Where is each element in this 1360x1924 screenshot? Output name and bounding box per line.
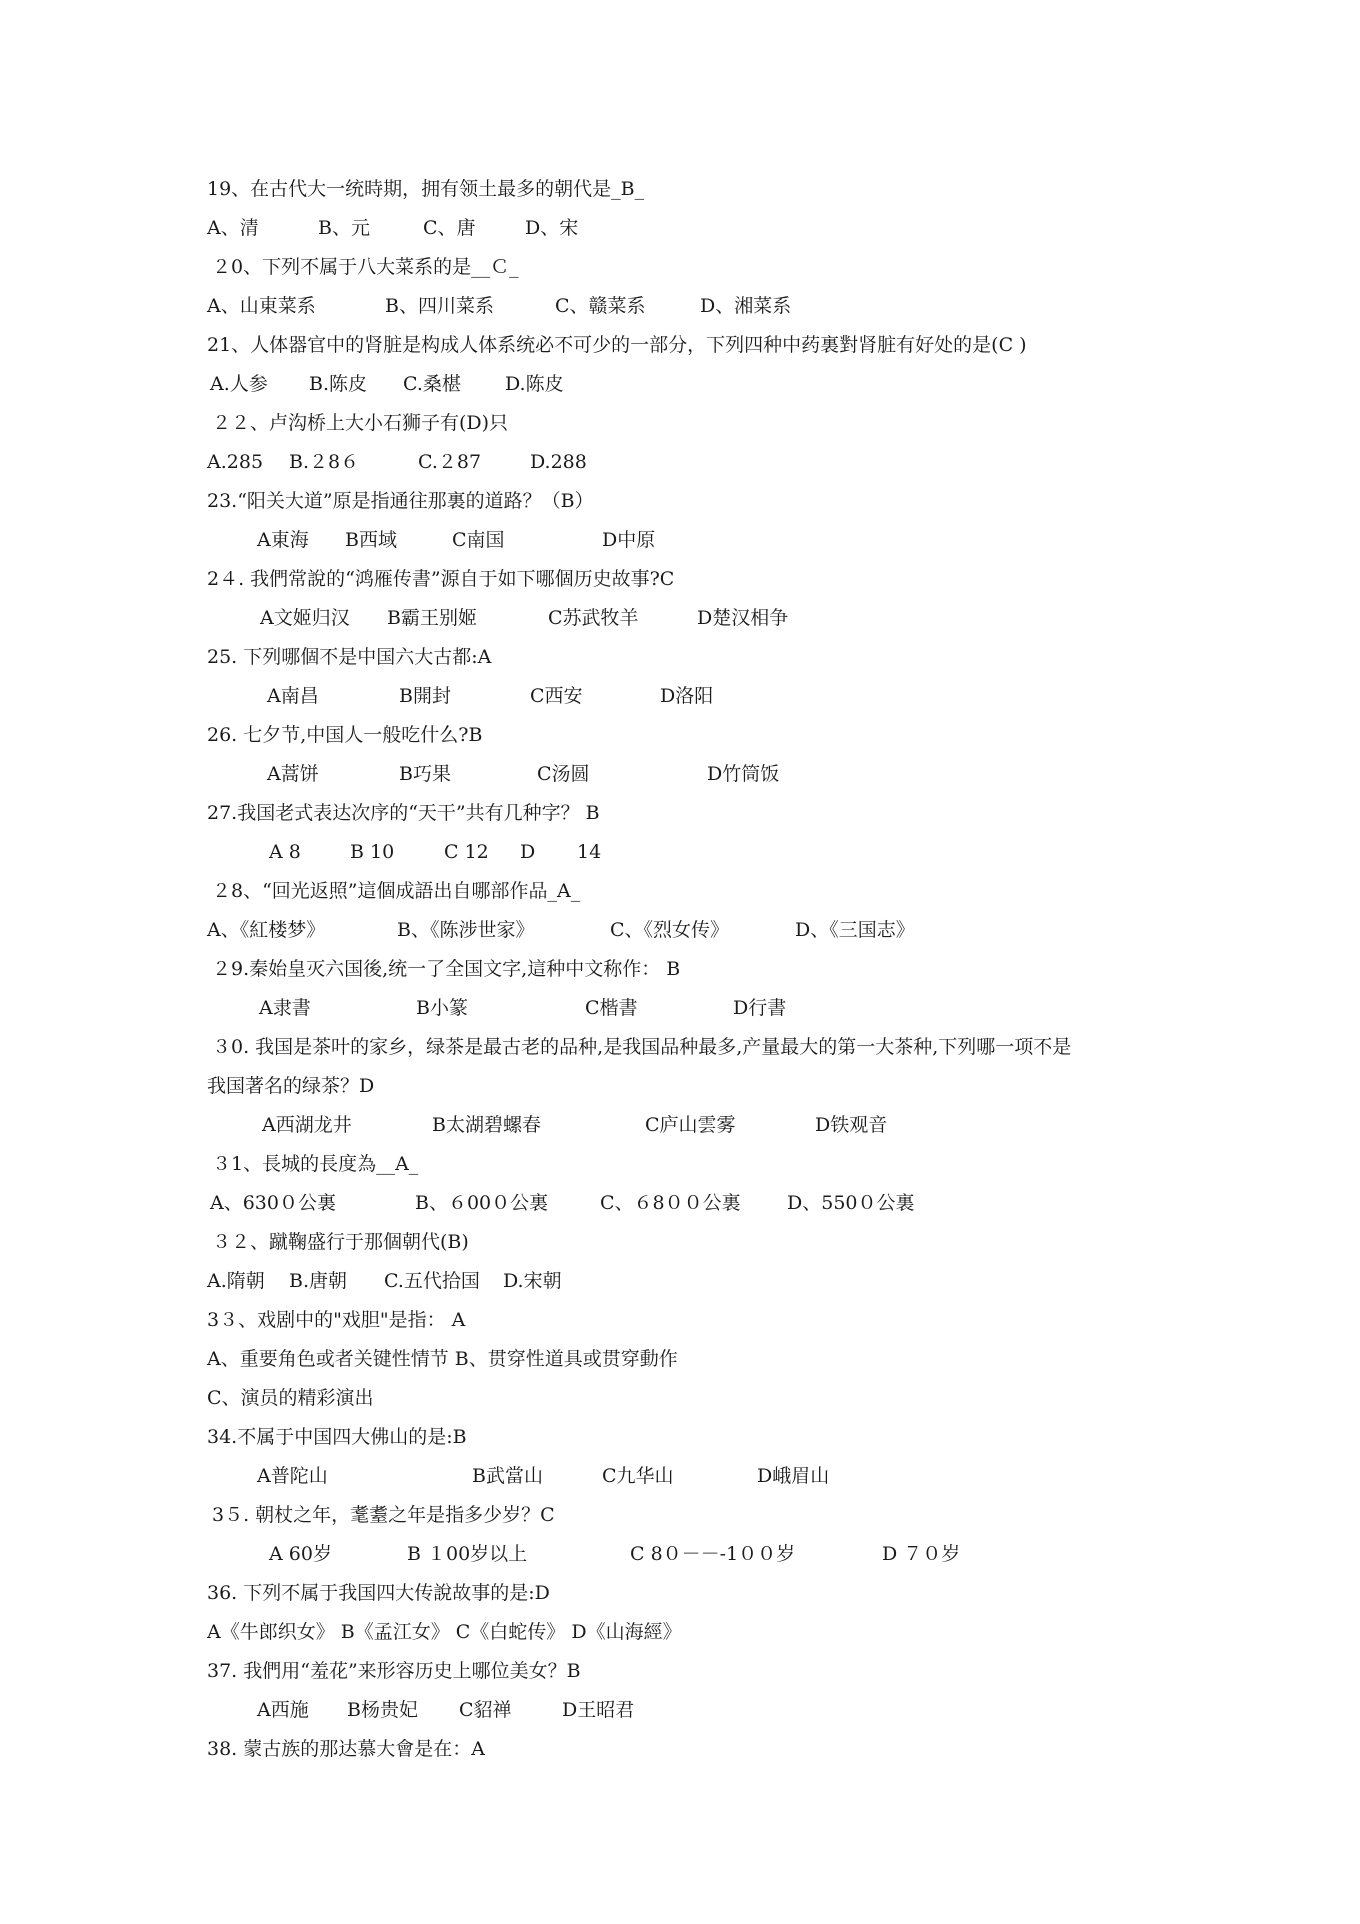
q19-option-a: A、清 <box>207 217 259 239</box>
question-26: 26. 七夕节,中国人一般吃什么?B <box>207 724 483 746</box>
q24-option-a: A文姬归汉 <box>260 607 350 629</box>
q28-option-a: A、《紅楼梦》 <box>207 919 326 941</box>
q26-option-b: B巧果 <box>399 763 451 785</box>
q37-option-b: B杨贵妃 <box>347 1699 418 1721</box>
question-37: 37. 我們用“羞花”来形容历史上哪位美女？B <box>207 1660 581 1682</box>
q24-option-b: B霸王别姬 <box>387 607 477 629</box>
q23-option-d: D中原 <box>602 529 656 551</box>
question-30-continued: 我国著名的绿茶？D <box>207 1075 375 1097</box>
q29-option-d: D行書 <box>733 997 787 1019</box>
q27-option-b: B 10 <box>350 841 395 863</box>
q33-options-line-2: C、演员的精彩演出 <box>207 1387 374 1409</box>
q35-option-d: D ７０岁 <box>882 1543 961 1565</box>
question-33: 3３、戏剧中的"戏胆"是指： A <box>207 1309 466 1331</box>
question-23: 23.“阳关大道”原是指通往那裏的道路？（B） <box>207 490 594 512</box>
q22-option-a: A.285 <box>207 451 264 473</box>
q22-option-b: B.２8６ <box>289 451 360 473</box>
q28-option-b: B、《陈涉世家》 <box>397 919 535 941</box>
q32-option-a: A.隋朝 <box>207 1270 265 1292</box>
q32-option-b: B.唐朝 <box>289 1270 348 1292</box>
q25-option-a: A南昌 <box>267 685 319 707</box>
q29-option-a: A隶書 <box>259 997 311 1019</box>
q34-option-d: D峨眉山 <box>757 1465 830 1487</box>
q23-option-b: B西域 <box>345 529 397 551</box>
question-25: 25. 下列哪個不是中国六大古都:A <box>207 646 492 668</box>
q35-option-b: B １00岁以上 <box>407 1543 528 1565</box>
q35-option-a: A 60岁 <box>269 1543 332 1565</box>
q25-option-d: D洛阳 <box>660 685 714 707</box>
q22-option-d: D.288 <box>530 451 587 473</box>
question-27: 27.我国老式表达次序的“天干”共有几种字？ B <box>207 802 600 824</box>
question-38: 38. 蒙古族的那达慕大會是在：A <box>207 1738 485 1760</box>
question-22: ２２、卢沟桥上大小石狮子有(D)只 <box>212 412 509 434</box>
q31-option-b: B、６00０公裏 <box>415 1192 549 1214</box>
q26-option-a: A蒿饼 <box>267 763 319 785</box>
q25-option-c: C西安 <box>530 685 583 707</box>
q33-options-line-1: A、重要角色或者关键性情节 B、贯穿性道具或贯穿動作 <box>207 1348 678 1370</box>
question-21: 21、人体器官中的肾脏是构成人体系统必不可少的一部分，下列四种中药裏對肾脏有好处的是(C ) <box>207 334 1027 356</box>
q23-option-c: C南国 <box>452 529 505 551</box>
q25-option-b: B開封 <box>399 685 451 707</box>
q36-options-line: A《牛郎织女》 B《孟江女》 C《白蛇传》 D《山海經》 <box>207 1621 682 1643</box>
q31-option-a: A、630０公裏 <box>210 1192 336 1214</box>
question-29: ２9.秦始皇灭六国後,统一了全国文字,這种中文称作： B <box>212 958 681 980</box>
question-31: ３1、長城的長度為__A_ <box>212 1153 419 1175</box>
q27-option-c: C 12 <box>444 841 489 863</box>
q24-option-d: D楚汉相争 <box>697 607 789 629</box>
q26-option-d: D竹筒饭 <box>707 763 780 785</box>
q37-option-c: C貂禅 <box>459 1699 512 1721</box>
q27-option-d-value: 14 <box>577 841 602 863</box>
q34-option-c: C九华山 <box>602 1465 674 1487</box>
q29-option-c: C楷書 <box>585 997 638 1019</box>
question-24: 2４. 我們常說的“鸿雁传書”源自于如下哪個历史故事?C <box>207 568 675 590</box>
q37-option-a: A西施 <box>257 1699 309 1721</box>
q20-option-b: B、四川菜系 <box>385 295 494 317</box>
q19-option-d: D、宋 <box>525 217 579 239</box>
question-28: ２8、“回光返照”這個成語出自哪部作品_A_ <box>212 880 581 902</box>
q34-option-b: B武當山 <box>472 1465 543 1487</box>
q27-option-d: D <box>520 841 536 863</box>
q20-option-a: A、山東菜系 <box>207 295 316 317</box>
q27-option-a: A 8 <box>269 841 301 863</box>
q22-option-c: C.２87 <box>418 451 482 473</box>
q20-option-d: D、湘菜系 <box>700 295 792 317</box>
question-19: 19、在古代大一统時期，拥有领土最多的朝代是_B_ <box>207 178 645 200</box>
q20-option-c: C、赣菜系 <box>555 295 646 317</box>
q26-option-c: C汤圆 <box>537 763 590 785</box>
q30-option-d: D铁观音 <box>815 1114 888 1136</box>
q29-option-b: B小篆 <box>416 997 468 1019</box>
q30-option-a: A西湖龙井 <box>262 1114 352 1136</box>
q35-option-c: C 8０－－-1００岁 <box>630 1543 796 1565</box>
q34-option-a: A普陀山 <box>257 1465 328 1487</box>
q21-option-a: A.人参 <box>210 373 268 395</box>
q19-option-b: B、元 <box>318 217 370 239</box>
q21-option-b: B.陈皮 <box>309 373 368 395</box>
question-35: 3５. 朝杖之年，耄耋之年是指多少岁？C <box>212 1504 555 1526</box>
q31-option-c: C、６8００公裏 <box>600 1192 741 1214</box>
q30-option-c: C庐山雲雾 <box>645 1114 736 1136</box>
q23-option-a: A東海 <box>257 529 309 551</box>
question-32: ３２、蹴鞠盛行于那個朝代(B) <box>212 1231 469 1253</box>
q19-option-c: C、唐 <box>423 217 476 239</box>
q32-option-c: C.五代拾国 <box>384 1270 480 1292</box>
q21-option-c: C.桑椹 <box>403 373 461 395</box>
q28-option-c: C、《烈女传》 <box>610 919 730 941</box>
question-30: ３0. 我国是茶叶的家乡，绿茶是最古老的品种,是我国品种最多,产量最大的第一大茶种,下列哪一项不是 <box>212 1036 1072 1058</box>
q31-option-d: D、550０公裏 <box>787 1192 915 1214</box>
q32-option-d: D.宋朝 <box>503 1270 562 1292</box>
q24-option-c: C苏武牧羊 <box>548 607 639 629</box>
question-34: 34.不属于中国四大佛山的是:B <box>207 1426 467 1448</box>
question-20: ２0、下列不属于八大菜系的是__Ｃ_ <box>212 256 519 278</box>
q30-option-b: B太湖碧螺春 <box>432 1114 541 1136</box>
q21-option-d: D.陈皮 <box>505 373 564 395</box>
question-36: 36. 下列不属于我国四大传說故事的是:D <box>207 1582 550 1604</box>
q37-option-d: D王昭君 <box>562 1699 635 1721</box>
q28-option-d: D、《三国志》 <box>795 919 915 941</box>
